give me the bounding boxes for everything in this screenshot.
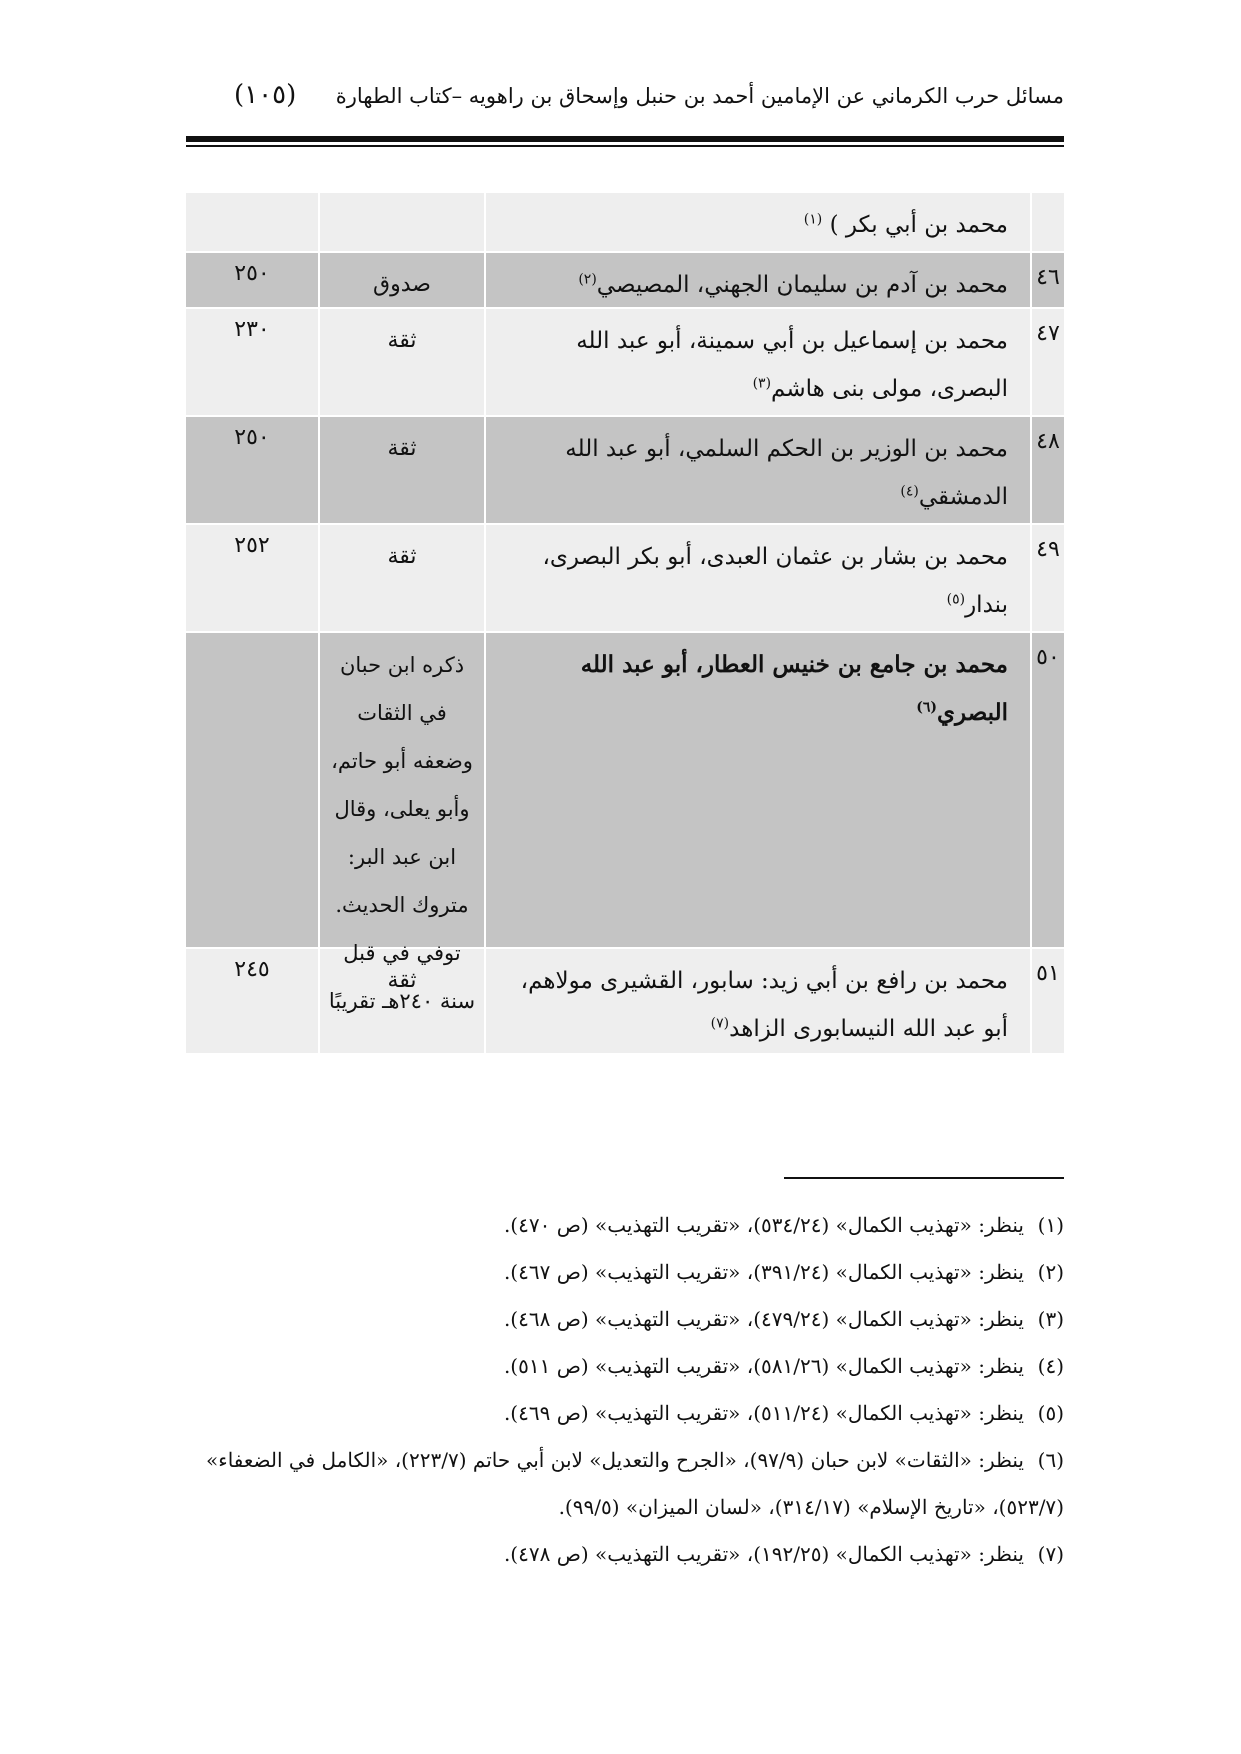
table-row — [186, 253, 1064, 309]
table-row — [186, 525, 1064, 633]
footnote-ref[interactable]: (٢) — [578, 271, 597, 288]
footnote-number: (٥) — [1037, 1401, 1064, 1425]
narrator-name: محمد بن بشار بن عثمان العبدى، أبو بكر البصرى، بندار$^{(٥)}$ — [484, 525, 1030, 631]
footnote-ref[interactable]: (١) — [803, 211, 823, 228]
death-year: ٢٥٠ — [234, 425, 270, 450]
death-year: ٢٥٢ — [234, 533, 270, 558]
row-number: ٤٧ — [1030, 309, 1064, 415]
table-row — [186, 309, 1064, 417]
footnote — [186, 1249, 1064, 1296]
narrator-grade: ذكره ابن حبان في الثقات وضعفه أبو حاتم، وأبو يعلى، وقال ابن عبد البر: متروك الحديث. توفي في قبل سنة ٢٤٠هـ تقريبًا — [318, 633, 484, 947]
death-year: ٢٤٥ — [234, 957, 270, 982]
narrator-name: محمد بن آدم بن سليمان الجهني، المصيصي$^{(٢)}$ — [484, 253, 1030, 307]
narrator-grade: ثقة — [318, 417, 484, 523]
narrator-grade: ثقة — [318, 525, 484, 631]
death-year: ٢٣٠ — [234, 317, 270, 342]
death-year — [186, 193, 318, 251]
row-number: ٤٨ — [1030, 417, 1064, 523]
footnote-number: (٢) — [1037, 1260, 1064, 1284]
narrator-grade — [318, 193, 484, 251]
footnote-number: (٤) — [1037, 1354, 1064, 1378]
table-row — [186, 417, 1064, 525]
footnote-ref[interactable]: (٥) — [946, 591, 966, 608]
narrator-name: محمد بن جامع بن خنيس العطار، أبو عبد الله البصري$^{(٦)}$ — [484, 633, 1030, 947]
narrator-name: محمد بن أبي بكر ) $^{(١)}$ — [484, 193, 1030, 251]
narrator-grade: ثقة — [318, 309, 484, 415]
page-number: (١٠٥) — [234, 80, 297, 110]
narrator-name: محمد بن رافع بن أبي زيد: سابور، القشيرى مولاهم، أبو عبد الله النيسابورى الزاهد$^{(٧)}$ — [484, 949, 1030, 1053]
footnotes — [186, 1202, 1064, 1578]
narrator-grade: صدوق — [318, 253, 484, 307]
footnote-text: ينظر: «تهذيب الكمال» (٥١١/٢٤)، «تقريب التهذيب» (ص ٤٦٩). — [503, 1401, 1024, 1425]
narrator-name: محمد بن إسماعيل بن أبي سمينة، أبو عبد الله البصرى، مولى بنى هاشم$^{(٣)}$ — [484, 309, 1030, 415]
footnote — [186, 1390, 1064, 1437]
narrators-table — [186, 193, 1064, 1055]
footnote-ref[interactable]: (٦) — [916, 699, 938, 716]
row-number: ٥٠ — [1030, 633, 1064, 947]
footnote — [186, 1202, 1064, 1249]
table-row — [186, 949, 1064, 1055]
death-year — [186, 633, 318, 947]
narrator-name: محمد بن الوزير بن الحكم السلمي، أبو عبد الله الدمشقي$^{(٤)}$ — [484, 417, 1030, 523]
narrator-grade: ثقة — [318, 949, 484, 1053]
footnote-number: (١) — [1037, 1213, 1064, 1237]
row-number — [1030, 193, 1064, 251]
footnote — [186, 1343, 1064, 1390]
footnote-text: ينظر: «تهذيب الكمال» (٣٩١/٢٤)، «تقريب التهذيب» (ص ٤٦٧). — [503, 1260, 1024, 1284]
footnote-text: ينظر: «تهذيب الكمال» (١٩٢/٢٥)، «تقريب التهذيب» (ص ٤٧٨). — [503, 1542, 1024, 1566]
header-rule — [186, 136, 1064, 142]
footnote-number: (٦) — [1037, 1448, 1064, 1472]
footnote-number: (٣) — [1037, 1307, 1064, 1331]
footnote-text: ينظر: «تهذيب الكمال» (٤٧٩/٢٤)، «تقريب التهذيب» (ص ٤٦٨). — [503, 1307, 1024, 1331]
footnote-ref[interactable]: (٤) — [900, 483, 919, 500]
footnote — [186, 1531, 1064, 1578]
header-title: مسائل حرب الكرماني عن الإمامين أحمد بن حنبل وإسحاق بن راهويه –كتاب الطهارة — [335, 84, 1064, 108]
table-row — [186, 193, 1064, 253]
header-rule-secondary — [186, 145, 1064, 147]
row-number: ٤٩ — [1030, 525, 1064, 631]
footnote — [186, 1437, 1064, 1531]
row-number: ٤٦ — [1030, 253, 1064, 307]
footnote-text: ينظر: «الثقات» لابن حبان (٩٧/٩)، «الجرح والتعديل» لابن أبي حاتم (٢٢٣/٧)، «الكامل في الضعفاء» (٥٢٣/٧)، «تاريخ الإسلام» (٣١٤/١٧)، «لسان الميزان» (٩٩/٥). — [206, 1448, 1064, 1519]
footnote-text: ينظر: «تهذيب الكمال» (٥٣٤/٢٤)، «تقريب التهذيب» (ص ٤٧٠). — [503, 1213, 1024, 1237]
death-year: ٢٥٠ — [234, 261, 270, 286]
footnote-ref[interactable]: (٧) — [710, 1015, 730, 1032]
footnote-number: (٧) — [1037, 1542, 1064, 1566]
footnote — [186, 1296, 1064, 1343]
footnote-ref[interactable]: (٣) — [752, 375, 772, 392]
row-number: ٥١ — [1030, 949, 1064, 1053]
footnote-separator — [784, 1177, 1064, 1179]
footnote-text: ينظر: «تهذيب الكمال» (٥٨١/٢٦)، «تقريب التهذيب» (ص ٥١١). — [503, 1354, 1024, 1378]
page-header — [186, 80, 1064, 132]
